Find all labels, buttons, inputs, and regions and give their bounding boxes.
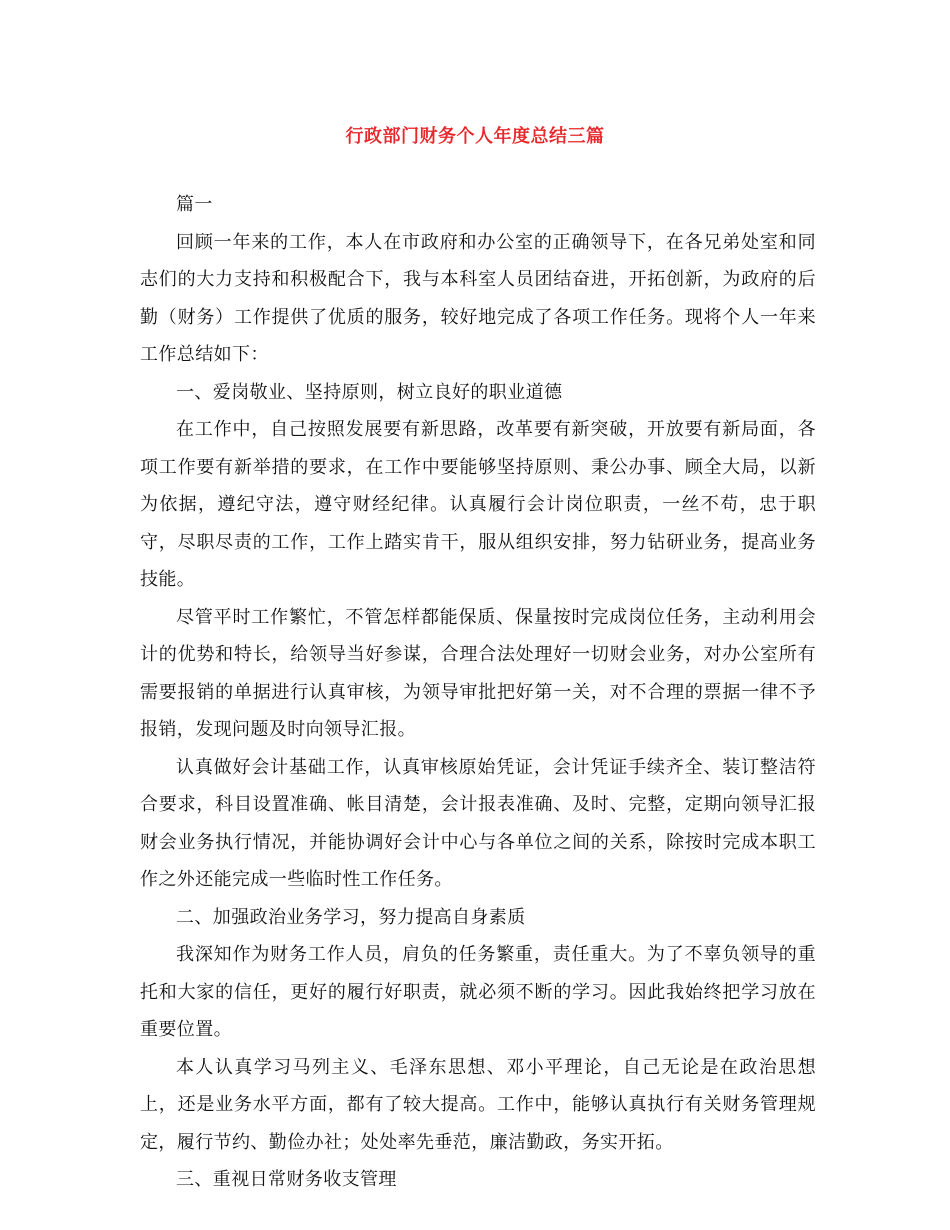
paragraph-study: 本人认真学习马列主义、毛泽东思想、邓小平理论，自己无论是在政治思想上，还是业务水平方面，都有了较大提高。工作中，能够认真执行有关财务管理规定，履行节约、勤俭办社；处处率先垂范，廉洁勤政，务实开拓。 <box>140 1056 816 1153</box>
paragraph-busy-work: 尽管平时工作繁忙，不管怎样都能保质、保量按时完成岗位任务，主动利用会计的优势和特长，给领导当好参谋，合理合法处理好一切财会业务，对办公室所有需要报销的单据进行认真审核，为领导审批把好第一关，对不合理的票据一律不予报销，发现问题及时向领导汇报。 <box>140 606 816 740</box>
heading-section-two: 二、加强政治业务学习，努力提高自身素质 <box>176 906 526 928</box>
intro-paragraph: 回顾一年来的工作，本人在市政府和办公室的正确领导下，在各兄弟处室和同志们的大力支持和积极配合下，我与本科室人员团结奋进，开拓创新，为政府的后勤（财务）工作提供了优质的服务，较好地完成了各项工作任务。现将个人一年来工作总结如下： <box>140 231 816 365</box>
document-title: 行政部门财务个人年度总结三篇 <box>345 126 605 147</box>
heading-section-three: 三、重视日常财务收支管理 <box>176 1169 397 1190</box>
paragraph-responsibility: 我深知作为财务工作人员，肩负的任务繁重，责任重大。为了不辜负领导的重托和大家的信任，更好的履行好职责，就必须不断的学习。因此我始终把学习放在重要位置。 <box>140 944 816 1040</box>
heading-section-one: 一、爱岗敬业、坚持原则，树立良好的职业道德 <box>176 381 563 403</box>
document-body <box>140 186 816 1199</box>
section-label-part-one: 篇一 <box>176 194 213 215</box>
paragraph-work-principles: 在工作中，自己按照发展要有新思路，改革要有新突破，开放要有新局面，各项工作要有新举措的要求，在工作中要能够坚持原则、秉公办事、顾全大局，以新为依据，遵纪守法，遵守财经纪律。认真履行会计岗位职责，一丝不苟，忠于职守，尽职尽责的工作，工作上踏实肯干，服从组织安排，努力钻研业务，提高业务技能。 <box>140 419 816 590</box>
paragraph-accounting-basics: 认真做好会计基础工作，认真审核原始凭证，会计凭证手续齐全、装订整洁符合要求，科目设置准确、帐目清楚，会计报表准确、及时、完整，定期向领导汇报财会业务执行情况，并能协调好会计中心与各单位之间的关系，除按时完成本职工作之外还能完成一些临时性工作任务。 <box>140 756 816 890</box>
